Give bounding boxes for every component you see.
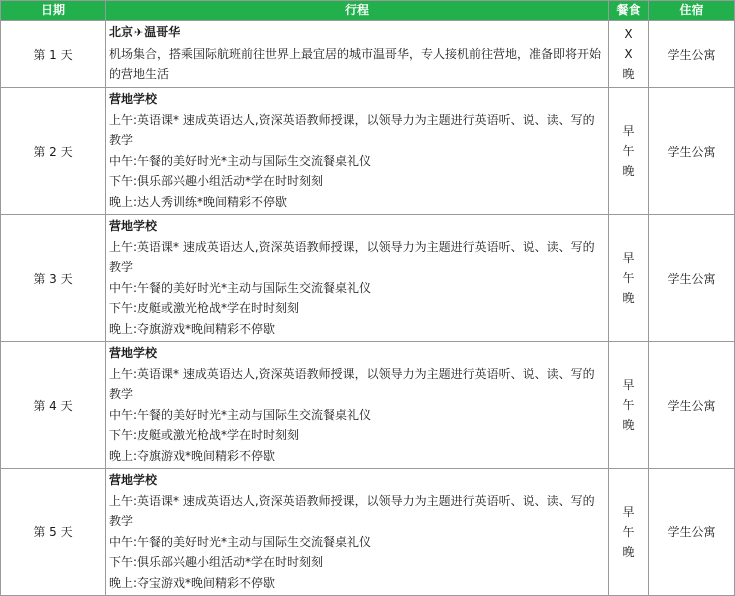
meals-cell — [609, 469, 649, 596]
header-date: 日期 — [1, 1, 106, 21]
accommodation-cell: 学生公寓 — [649, 215, 735, 342]
itinerary-line: 上午:英语课* 速成英语达人,资深英语教师授课，以领导力为主题进行英语听、说、读、写的教学 — [109, 239, 595, 275]
day-title — [109, 22, 604, 44]
meal-lunch: 午 — [622, 524, 635, 539]
table-row — [1, 88, 735, 215]
table-row — [1, 21, 735, 88]
meal-lunch: 午 — [622, 398, 635, 412]
meal-dinner: 晚 — [622, 67, 635, 81]
itinerary-line: 中午:午餐的美好时光*主动与国际生交流餐桌礼仪 — [109, 280, 372, 295]
header-accommodation: 住宿 — [649, 1, 735, 21]
day-title: 营地学校 — [109, 92, 158, 106]
meal-breakfast: X — [624, 27, 633, 41]
itinerary-cell — [106, 342, 609, 469]
itinerary-line: 中午:午餐的美好时光*主动与国际生交流餐桌礼仪 — [109, 153, 372, 168]
table-row — [1, 469, 735, 596]
day-title: 营地学校 — [109, 346, 158, 360]
route-from: 北京 — [109, 25, 134, 39]
day-cell: 第 5 天 — [1, 469, 106, 596]
itinerary-line: 中午:午餐的美好时光*主动与国际生交流餐桌礼仪 — [109, 407, 372, 422]
itinerary-line: 晚上:夺旗游戏*晚间精彩不停歇 — [109, 321, 276, 336]
itinerary-line: 下午:皮艇或激光枪战*学在时时刻刻 — [109, 428, 300, 443]
header-meals: 餐食 — [609, 1, 649, 21]
meal-lunch: X — [624, 47, 633, 61]
meal-lunch: 午 — [622, 271, 635, 285]
itinerary-line: 晚上:夺宝游戏*晚间精彩不停歇 — [109, 575, 276, 590]
itinerary-cell — [106, 215, 609, 342]
itinerary-cell — [106, 469, 609, 596]
meal-dinner: 晚 — [622, 164, 635, 178]
header-row — [1, 1, 735, 21]
meal-breakfast: 早 — [622, 251, 635, 265]
plane-icon: ✈ — [134, 26, 144, 39]
itinerary-cell — [106, 21, 609, 88]
itinerary-line: 上午:英语课* 速成英语达人,资深英语教师授课，以领导力为主题进行英语听、说、读、写的教学 — [109, 112, 595, 148]
meal-breakfast: 早 — [622, 504, 635, 519]
meals-cell — [609, 88, 649, 215]
itinerary-line: 下午:俱乐部兴趣小组活动*学在时时刻刻 — [109, 555, 324, 570]
accommodation-cell: 学生公寓 — [649, 88, 735, 215]
route-to: 温哥华 — [144, 25, 181, 39]
header-itinerary: 行程 — [106, 1, 609, 21]
day-title: 营地学校 — [109, 219, 158, 233]
itinerary-line: 中午:午餐的美好时光*主动与国际生交流餐桌礼仪 — [109, 534, 372, 549]
day-cell: 第 1 天 — [1, 21, 106, 88]
accommodation-cell: 学生公寓 — [649, 342, 735, 469]
meal-dinner: 晚 — [622, 291, 635, 305]
accommodation-cell: 学生公寓 — [649, 21, 735, 88]
meal-lunch: 午 — [622, 144, 635, 158]
meal-breakfast: 早 — [622, 124, 635, 138]
meals-cell — [609, 21, 649, 88]
day-cell: 第 2 天 — [1, 88, 106, 215]
day-cell: 第 3 天 — [1, 215, 106, 342]
meal-dinner: 晚 — [622, 418, 635, 432]
meals-cell — [609, 342, 649, 469]
day-cell: 第 4 天 — [1, 342, 106, 469]
itinerary-line: 上午:英语课* 速成英语达人,资深英语教师授课，以领导力为主题进行英语听、说、读、写的教学 — [109, 366, 595, 402]
itinerary-line: 下午:皮艇或激光枪战*学在时时刻刻 — [109, 301, 300, 316]
table-row — [1, 342, 735, 469]
itinerary-line: 晚上:达人秀训练*晚间精彩不停歇 — [109, 194, 288, 209]
meals-cell — [609, 215, 649, 342]
meal-dinner: 晚 — [622, 544, 635, 559]
accommodation-cell: 学生公寓 — [649, 469, 735, 596]
day-title: 营地学校 — [109, 473, 158, 487]
itinerary-cell — [106, 88, 609, 215]
meal-breakfast: 早 — [622, 378, 635, 392]
table-row — [1, 215, 735, 342]
itinerary-line: 下午:俱乐部兴趣小组活动*学在时时刻刻 — [109, 174, 324, 189]
itinerary-line: 机场集合，搭乘国际航班前往世界上最宜居的城市温哥华，专人接机前往营地，准备即将开始的营地生活 — [109, 46, 602, 82]
itinerary-line: 晚上:夺旗游戏*晚间精彩不停歇 — [109, 448, 276, 463]
itinerary-line: 上午:英语课* 速成英语达人,资深英语教师授课，以领导力为主题进行英语听、说、读、写的教学 — [109, 493, 595, 529]
